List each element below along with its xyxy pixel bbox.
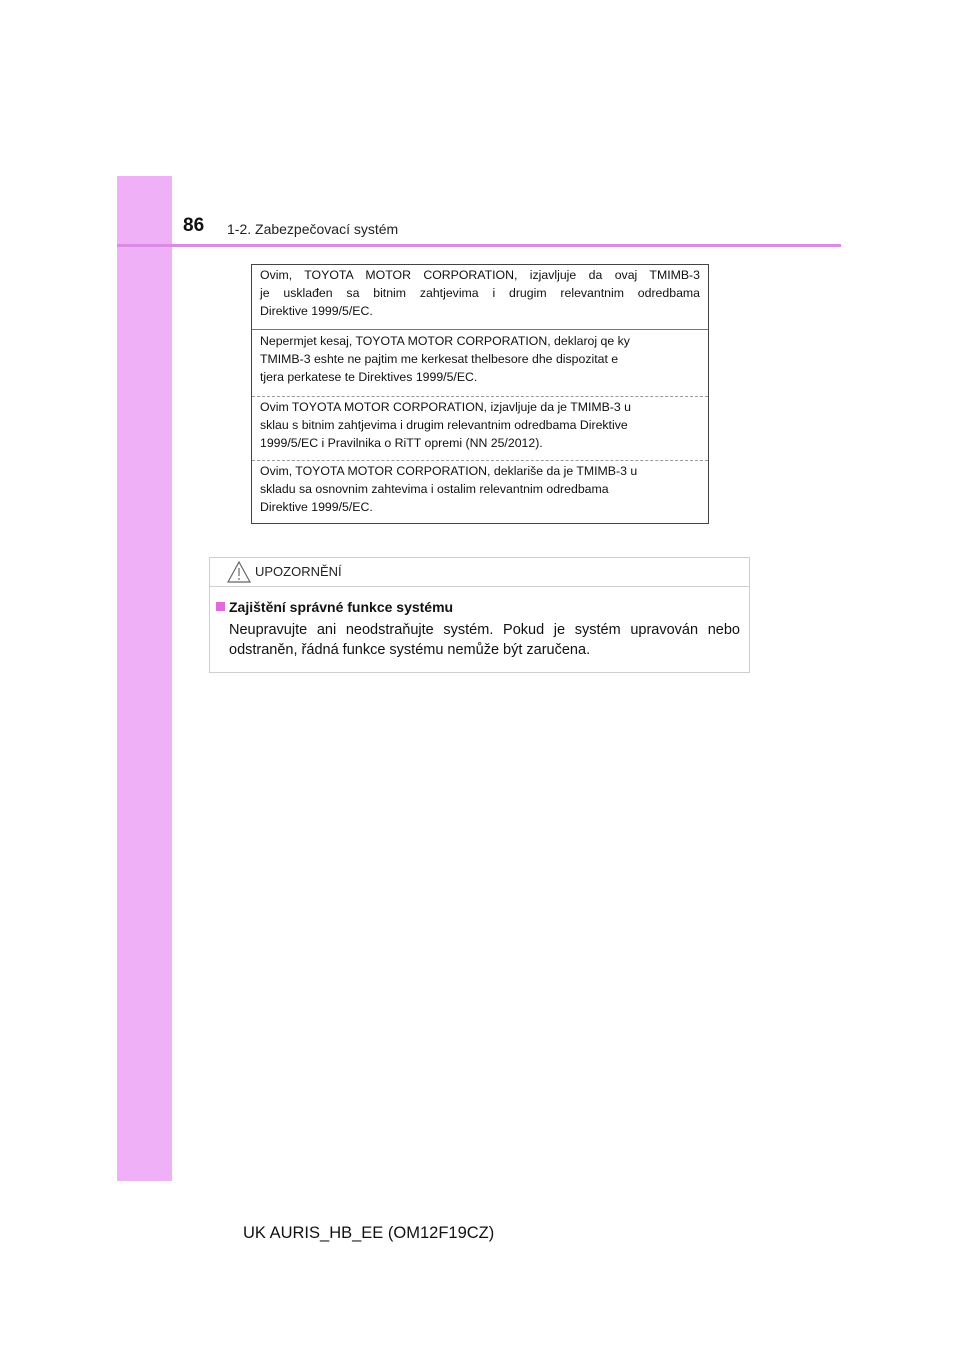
declaration-serbian: Ovim, TOYOTA MOTOR CORPORATION, deklariše da je TMIMB-3 u skladu sa osnovnim zahtevima i ostalim relevantnim odredbama Direktive 1999/5/EC. bbox=[260, 464, 638, 514]
warning-triangle-icon bbox=[227, 561, 251, 583]
header-divider bbox=[117, 244, 841, 247]
bullet-square bbox=[216, 602, 225, 611]
page-number: 86 bbox=[183, 215, 205, 236]
declaration-bosnian: Ovim, TOYOTA MOTOR CORPORATION, izjavljuje da ovaj TMIMB-3 je usklađen sa bitnim zahtjevima i drugim relevantnim odredbama Direktive 1999/5/EC. bbox=[260, 268, 700, 318]
caution-box bbox=[209, 557, 750, 673]
declaration-divider bbox=[252, 460, 708, 461]
declaration-divider bbox=[252, 396, 708, 397]
caution-label: UPOZORNĚNÍ bbox=[255, 564, 342, 579]
caution-text: Neupravujte ani neodstraňujte systém. Pokud je systém upravován nebo odstraněn, řádná funkce systému nemůže být zaručena. bbox=[229, 622, 740, 658]
chapter-side-tab bbox=[117, 176, 172, 1181]
declaration-divider bbox=[252, 329, 708, 330]
document-code: UK AURIS_HB_EE (OM12F19CZ) bbox=[243, 1224, 495, 1242]
caution-title: Zajištění správné funkce systému bbox=[229, 599, 454, 615]
declaration-box bbox=[251, 264, 709, 524]
declaration-albanian: Nepermjet kesaj, TOYOTA MOTOR CORPORATION, deklaroj qe ky TMIMB-3 eshte ne pajtim me kerkesat thelbesore dhe dispozitat e tjera perkatese te Direktives 1999/5/EC. bbox=[260, 334, 630, 384]
declaration-croatian: Ovim TOYOTA MOTOR CORPORATION, izjavljuje da je TMIMB-3 u sklau s bitnim zahtjevima i drugim relevantnim odredbama Direktive 1999/5/EC i Pravilnika o RiTT opremi (NN 25/2012). bbox=[260, 400, 632, 450]
caution-header bbox=[210, 558, 749, 587]
section-title: 1-2. Zabezpečovací systém bbox=[227, 221, 399, 237]
